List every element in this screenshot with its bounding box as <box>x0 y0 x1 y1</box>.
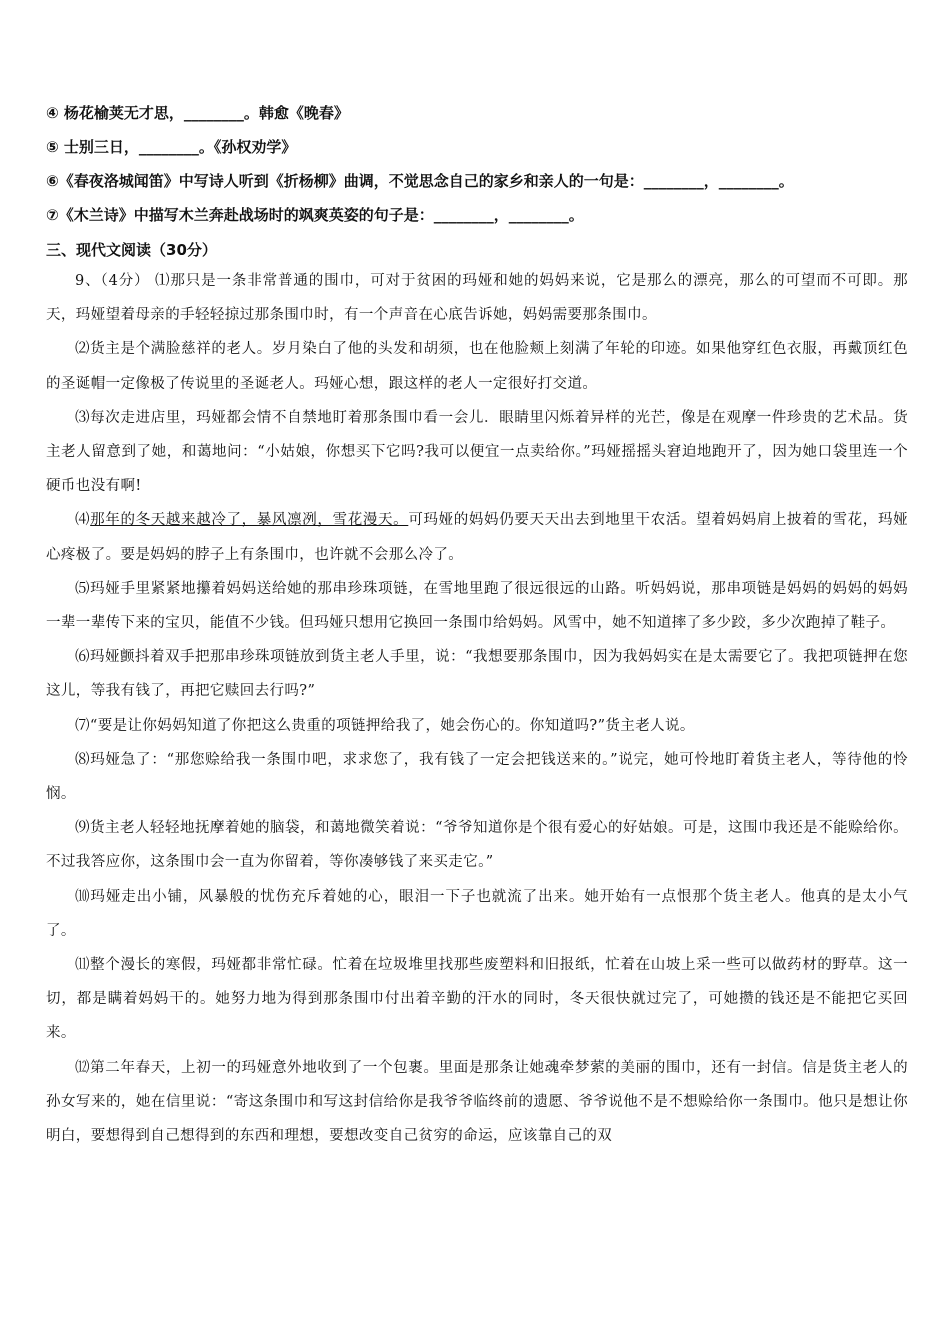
fill-in-item-4: ④ 杨花榆荚无才思，________。韩愈《晚春》 <box>46 104 349 122</box>
fill-in-item-7: ⑦《木兰诗》中描写木兰奔赴战场时的飒爽英姿的句子是：________，________。 <box>46 206 584 224</box>
section-title: 三、现代文阅读（30分） <box>46 241 217 259</box>
fill-in-item-6: ⑥《春夜洛城闻笛》中写诗人听到《折杨柳》曲调，不觉思念自己的家乡和亲人的一句是：________，________。 <box>46 172 794 190</box>
paragraph-2: ⑵货主是个满脸慈祥的老人。岁月染白了他的头发和胡须，也在他脸颊上刻满了年轮的印迹。如果他穿红色衣服，再戴顶红色的圣诞帽一定像极了传说里的圣诞老人。玛娅心想，跟这样的老人一定很好打交道。 <box>46 341 908 392</box>
paragraph-5: ⑸玛娅手里紧紧地攥着妈妈送给她的那串珍珠项链，在雪地里跑了很远很远的山路。听妈妈说，那串项链是妈妈的妈妈的妈妈一辈一辈传下来的宝贝，能值不少钱。但玛娅只想用它换回一条围巾给妈妈。风雪中，她不知道摔了多少跤，多少次跑掉了鞋子。 <box>46 580 908 632</box>
paragraph-8: ⑻玛娅急了：“那您赊给我一条围巾吧，求求您了，我有钱了一定会把钱送来的。”说完，她可怜地盯着货主老人，等待他的怜悯。 <box>46 751 908 803</box>
underlined-sentence: 那年的冬天越来越冷了，暴风凛冽，雪花漫天。 <box>90 512 409 529</box>
paragraph-10: ⑽玛娅走出小铺，风暴般的忧伤充斥着她的心，眼泪一下子也就流了出来。她开始有一点恨那个货主老人。他真的是太小气了。 <box>46 888 908 939</box>
paragraph-4-rest: 可玛娅的妈妈仍要天天出去到地里干农活。望着妈妈肩上披着的雪花，玛娅心疼极了。要是妈妈的脖子上有条围巾，也许就不会那么冷了。 <box>46 512 909 563</box>
paragraph-6: ⑹玛娅颤抖着双手把那串珍珠项链放到货主老人手里，说：“我想要那条围巾，因为我妈妈实在是太需要它了。我把项链押在您这儿，等我有钱了，再把它赎回去行吗?” <box>46 649 908 700</box>
paragraph-1: 9、（4分） ⑴那只是一条非常普通的围巾，可对于贫困的玛娅和她的妈妈来说，它是那么的漂亮，那么的可望而不可即。那天，玛娅望着母亲的手轻轻掠过那条围巾时，有一个声音在心底告诉她，妈妈需要那条围巾。 <box>46 273 908 324</box>
paragraph-12: ⑿第二年春天，上初一的玛娅意外地收到了一个包裹。里面是那条让她魂牵梦萦的美丽的围巾，还有一封信。信是货主老人的孙女写来的，她在信里说：“寄这条围巾和写这封信给你是我爷爷临终前的遗愿、爷爷说他不是不想赊给你一条围巾。他只是想让你明白，要想得到自己想得到的东西和理想，要想改变自己贫穷的命运，应该靠自己的双 <box>46 1059 908 1145</box>
paragraph-4-number: ⑷ <box>75 512 91 529</box>
paragraph-11: ⑾整个漫长的寒假，玛娅都非常忙碌。忙着在垃圾堆里找那些废塑料和旧报纸，忙着在山坡上采一些可以做药材的野草。这一切，都是瞒着妈妈干的。她努力地为得到那条围巾付出着辛勤的汗水的同时，冬天很快就过完了，可她攒的钱还是不能把它买回来。 <box>46 957 908 1042</box>
fill-in-item-5: ⑤ 士别三日，________。《孙权劝学》 <box>46 138 297 156</box>
paragraph-3: ⑶每次走进店里，玛娅都会情不自禁地盯着那条围巾看一会儿．眼睛里闪烁着异样的光芒，像是在观摩一件珍贵的艺术品。货主老人留意到了她，和蔼地问：“小姑娘，你想买下它吗?我可以便宜一点卖给你。”玛娅摇摇头窘迫地跑开了，因为她口袋里连一个硬币也没有啊! <box>46 409 908 495</box>
paragraph-7: ⑺“要是让你妈妈知道了你把这么贵重的项链押给我了，她会伤心的。你知道吗?”货主老人说。 <box>75 717 695 734</box>
paragraph-9: ⑼货主老人轻轻地抚摩着她的脑袋，和蔼地微笑着说：“爷爷知道你是个很有爱心的好姑娘。可是，这围巾我还是不能赊给你。不过我答应你，这条围巾会一直为你留着，等你凑够钱了来买走它。” <box>46 820 908 871</box>
reading-passage <box>46 264 908 1153</box>
paragraph-4 <box>46 503 908 571</box>
